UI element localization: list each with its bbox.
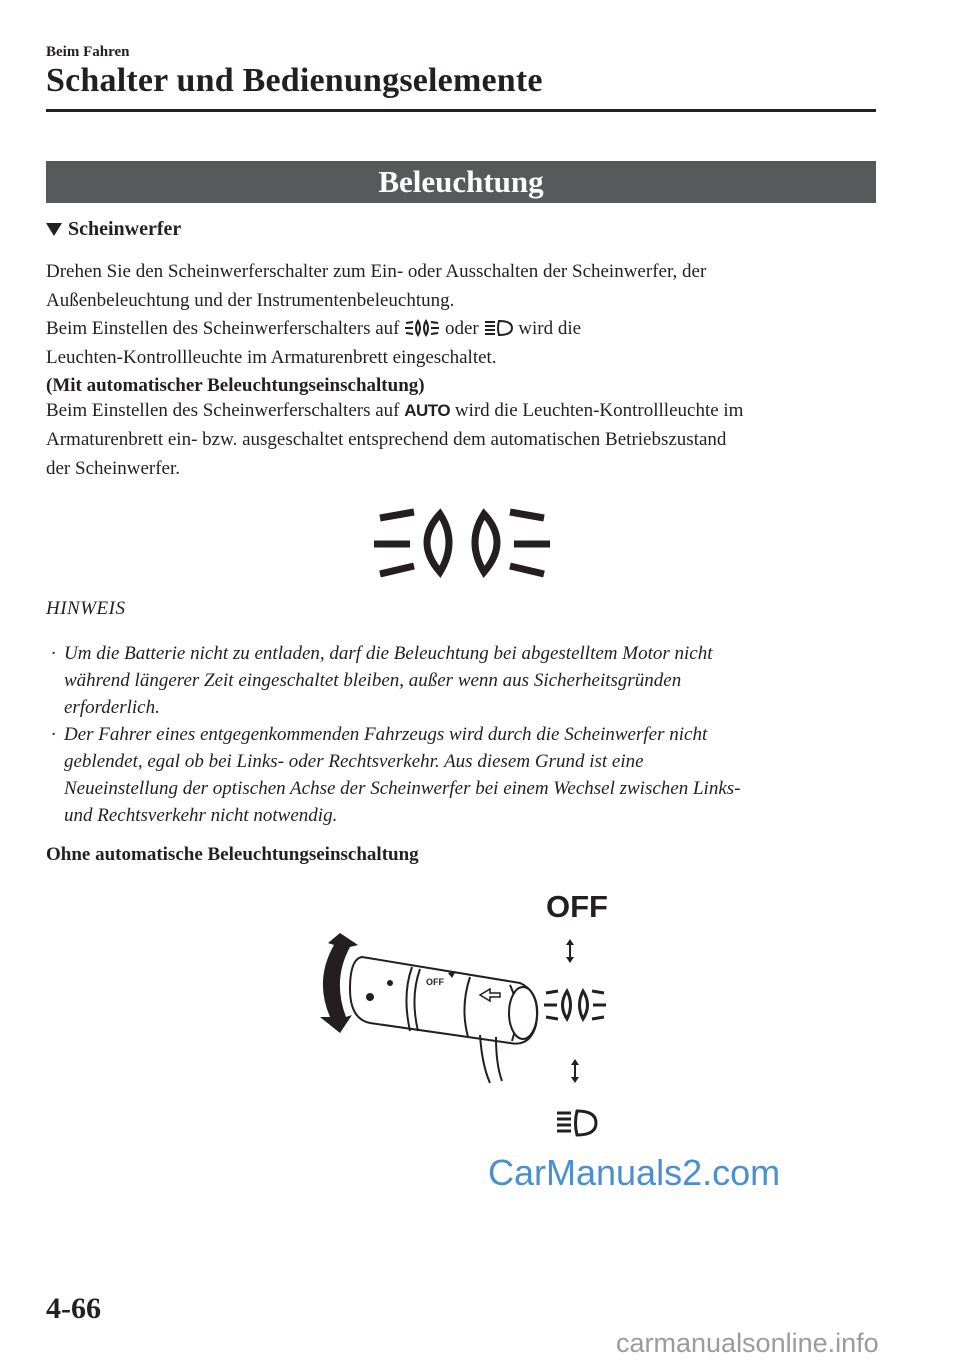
p1-line2: Außenbeleuchtung und der Instrumentenbeleuchtung.: [46, 290, 455, 311]
note1-line2: während längerer Zeit eingeschaltet bleiben, außer wenn aus Sicherheitsgründen: [64, 670, 682, 691]
note-item-1: [46, 640, 876, 721]
auto-heading: (Mit automatischer Beleuchtungseinschaltung): [46, 375, 425, 396]
note1-line3: erforderlich.: [64, 697, 160, 718]
note2-line3: Neueinstellung der optischen Achse der Scheinwerfer bei einem Wechsel zwischen Links-: [64, 778, 741, 799]
p2-part1: Beim Einstellen des Scheinwerferschalters auf: [46, 318, 400, 339]
parking-light-indicator-icon: [372, 500, 552, 584]
bullet: ·: [51, 724, 56, 745]
note-item-2: [46, 721, 876, 829]
note2-line4: und Rechtsverkehr nicht notwendig.: [64, 805, 338, 826]
parking-light-icon: [543, 985, 607, 1025]
triangle-down-icon: [46, 223, 62, 236]
page-title: Schalter und Bedienungselemente: [46, 62, 543, 99]
header-divider: [46, 109, 876, 112]
headlight-icon: [556, 1108, 598, 1138]
p4-line2: Armaturenbrett ein- bzw. ausgeschaltet entsprechend dem automatischen Betriebszustand: [46, 429, 727, 450]
note2-line2: geblendet, egal ob bei Links- oder Rechtsverkehr. Aus diesem Grund ist eine: [64, 751, 644, 772]
subsection-title: Scheinwerfer: [68, 218, 182, 240]
bullet: ·: [51, 643, 56, 664]
paragraph-4: [46, 396, 876, 483]
paragraph-1: [46, 257, 876, 315]
subsection-heading: [46, 218, 181, 241]
parking-light-icon: [404, 318, 440, 338]
p4-line1: [46, 396, 876, 425]
note-title: HINWEIS: [46, 598, 126, 619]
paragraph-2: [46, 314, 876, 372]
p4-part2: wird die Leuchten-Kontrollleuchte im: [454, 400, 744, 421]
page-number: 4-66: [46, 1292, 101, 1325]
watermark-carmanualsonline: carmanualsonline.info: [616, 1328, 879, 1358]
watermark-carmanuals2: CarManuals2.com: [488, 1152, 781, 1193]
light-switch-lever-icon: [310, 925, 550, 1085]
note1-line1: Um die Batterie nicht zu entladen, darf die Beleuchtung bei abgestelltem Motor nicht: [64, 643, 713, 664]
p1-line1: Drehen Sie den Scheinwerferschalter zum Ein- oder Ausschalten der Scheinwerfer, der: [46, 261, 707, 282]
switch-off-text: OFF: [426, 977, 444, 987]
note2-line1: Der Fahrer eines entgegenkommenden Fahrzeugs wird durch die Scheinwerfer nicht: [64, 724, 708, 745]
p4-line3: der Scheinwerfer.: [46, 458, 180, 479]
p2-part3: wird die: [518, 318, 582, 339]
p2-line1: [46, 314, 876, 343]
p4-part1: Beim Einstellen des Scheinwerferschalters auf: [46, 400, 400, 421]
chapter-label: Beim Fahren: [46, 44, 130, 60]
double-arrow-icon: [570, 1059, 580, 1083]
double-arrow-icon: [565, 939, 575, 963]
p2-line2: Leuchten-Kontrollleuchte im Armaturenbrett eingeschaltet.: [46, 347, 497, 368]
figure-caption: Ohne automatische Beleuchtungseinschaltung: [46, 844, 419, 865]
p2-part2: oder: [445, 318, 479, 339]
off-label: OFF: [546, 889, 608, 924]
section-title: Beleuchtung: [46, 161, 876, 203]
headlight-icon: [484, 318, 514, 338]
auto-icon: AUTO: [404, 401, 451, 420]
